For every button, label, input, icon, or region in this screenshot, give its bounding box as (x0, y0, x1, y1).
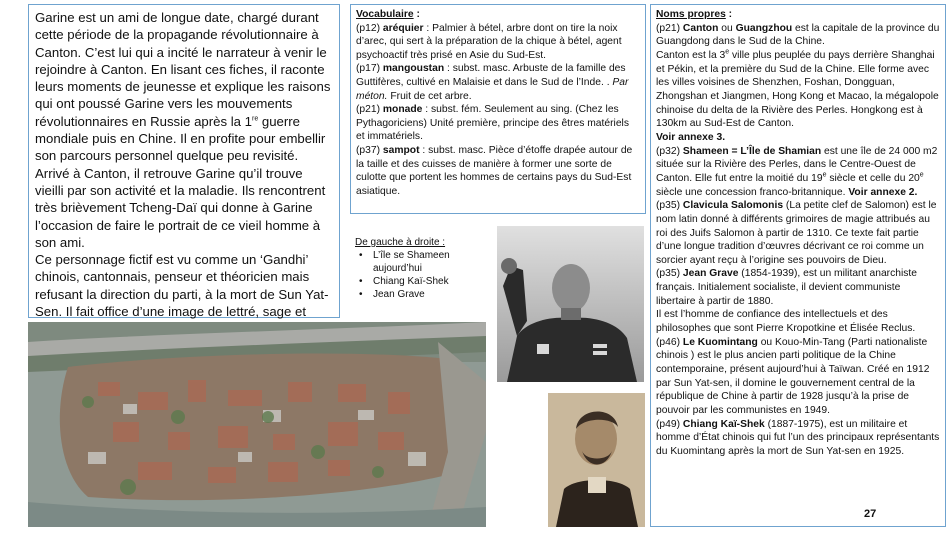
aerial-photo-shamian (28, 322, 486, 527)
summary-box (28, 4, 340, 318)
caption-title: De gauche à droite : (355, 237, 446, 248)
name-entry-shameen: (p32) Shameen = L’Île de Shamian est une île de 24 000 m2 située sur la Rivière des Perles, dans le Centre-Ouest de Canton. Elle fut entre la moitié du 19e siècle et celle du 20e siècle une concession franco-britannique. Voir annexe 2. (656, 145, 938, 198)
vocabulary-title: Vocabulaire (356, 9, 414, 20)
vocab-entry: (p12) aréquier : Palmier à bétel, arbre dont on tire la noix d’arec, qui sert à la préparation de la chique à bétel, agent psychoactif très prisé en Asie du Sud-Est. (356, 22, 622, 61)
page-number: 27 (864, 508, 877, 520)
caption-item: • Jean Grave (367, 288, 495, 301)
portrait-drawing (548, 393, 645, 527)
name-entry-canton: (p21) Canton ou Guangzhou est la capitale de la province du Guangdong dans le Sud de la Chine. (656, 22, 940, 48)
vocab-entry: (p37) sampot : subst. masc. Pièce d’étoffe drapée autour de la taille et des cuisses de manière à former une sorte de culotte que portent les hommes de certains pays du Sud-Est asiatique. (356, 144, 633, 197)
caption-list (355, 249, 495, 301)
caption-item: • Chiang Kaï-Shek (367, 275, 495, 288)
name-entry-jean-grave: (p35) Jean Grave (1854-1939), est un militant anarchiste français. Initialement socialiste, il devient communiste libertaire à partir de 1880. (656, 268, 918, 307)
vocab-entry: (p21) monade : subst. fém. Seulement au sing. (Chez les Pythagoriciens) Unité première, principe des êtres matériels et immatériels. (356, 104, 629, 143)
aerial-photo-drawing (28, 322, 486, 527)
portrait-jean-grave (548, 393, 645, 527)
proper-names-title: Noms propres (656, 9, 726, 20)
vocab-entry: (p17) mangoustan : subst. masc. Arbuste de la famille des Guttifères, cultivé en Malaisie et dans le Sud de l’Inde. . Par méton. Fruit de cet arbre. (356, 63, 629, 102)
portrait-chiang-kai-shek (497, 226, 644, 382)
name-entry-clavicula: (p35) Clavicula Salomonis (La petite clef de Salomon) est le nom latin donné à différents grimoires de magie attribués au roi des Juifs Salomon à partir de 1310. Ce texte fait partie d’une longue tradition d’œuvres décrivant ce roi comme un sorcier ayant reçu à l’origine ses pouvoirs de Dieu. (656, 200, 937, 266)
name-entry-chiang: (p49) Chiang Kaï-Shek (1887-1975), est un militaire et homme d’État chinois qui fut l’un des principaux représentants du Kuomintang après la mort de Sun Yat-sen en 1925. (656, 418, 940, 457)
summary-paragraph-3: Ce personnage fictif est vu comme un ‘Gandhi’ chinois, cantonnais, penseur et théoricien mais refusant la direction du parti, à la mort de Sun Yat-Sen. Il fait office d’une image de lettré, sage et (35, 251, 333, 337)
vocabulary-box: Vocabulaire : (p12) aréquier : Palmier à bétel, arbre dont on tire la noix d’arec, qui sert à la préparation de la chique à bétel, agent psychoactif très prisé en Asie du Sud-Est. (p17) mangoustan : subst. masc. Arbuste de la famille des Guttifères, cultivé en Malaisie et dans le Sud de l’Inde. . Par méton. Fruit de cet arbre. (p21) monade : subst. fém. Seulement au sing. (Chez les Pythagoriciens) Unité première, principe des êtres matériels et immatériels. (p37) sampot : subst. masc. Pièce d’étoffe drapée autour de la taille et des cuisses de manière à former une sorte de culotte que portent les hommes de certains pays du Sud-Est asiatique. (350, 4, 646, 214)
portrait-drawing (497, 226, 644, 382)
summary-paragraph-2: Arrivé à Canton, il retrouve Garine qu’il trouve vieilli par son activité et la maladie. Ils rencontrent très brièvement Tcheng-Daï qui donne à Garine l’occasion de faire le portrait de ce vieil homme à son ami. (35, 165, 326, 250)
caption-item: • L’île se Shameen aujourd’hui (367, 249, 495, 275)
photo-caption (355, 236, 495, 301)
annex-3-link: Voir annexe 3. (656, 131, 726, 143)
name-entry-kuomintang: (p46) Le Kuomintang ou Kouo-Min-Tang (Parti nationaliste chinois ) est le plus ancien parti politique de la Chine contemporaine, présent aujourd’hui à Taïwan. Créé en 1912 par Sun Yat-sen, il domine le gouvernement central de la république de Chine à partir de 1928 jusqu’à la prise de pouvoir par les communistes en 1949. (656, 336, 930, 417)
summary-paragraph-1: Garine est un ami de longue date, chargé durant cette période de la propagande révolutionnaire à Canton. C’est lui qui a incité le narrateur à venir le rejoindre à Canton. En lisant ces fiches, il raconte leurs moments de jeunesse et explique les raisons qui ont poussé Garine vers les mouvements révolutionnaires en Russie après la 1re guerre mondiale puis en Chine. Il en profite pour embellir son parcours personnel quelque peu revisité. (35, 10, 331, 164)
proper-names-box: Noms propres : (p21) Canton ou Guangzhou est la capitale de la province du Guangdong dans le Sud de la Chine. Canton est la 3e ville plus peuplée du pays derrière Shanghai et Pékin, et la première du Sud de la Chine. Elle forme avec les villes voisines de Shenzhen, Foshan, Dongguan, Zhongshan et Jiangmen, Hong Kong et Macao, la mégalopole chinoise du delta de la Rivière des Perles. Hongkong est à 130km au Sud-Est de Canton. Voir annexe 3. (p32) Shameen = L’Île de Shamian est une île de 24 000 m2 située sur la Rivière des Perles, dans le Centre-Ouest de Canton. Elle fut entre la moitié du 19e siècle et celle du 20e siècle une concession franco-britannique. Voir annexe 2. (p35) Clavicula Salomonis (La petite clef de Salomon) est le nom latin donné à différents grimoires de magie attribués au roi des Juifs Salomon à partir de 1310. Ce texte fait partie d’une longue tradition d’œuvres décrivant ce roi comme un sorcier ayant reçu à l’origine ses pouvoirs de Dieu. (p35) Jean Grave (1854-1939), est un militant anarchiste français. Initialement socialiste, il devient communiste libertaire à partir de 1880. Il est l’homme de confiance des intellectuels et des philosophes que sont Pierre Kropotkine et Élisée Reclus. (p46) Le Kuomintang ou Kouo-Min-Tang (Parti nationaliste chinois ) est le plus ancien parti politique de la Chine contemporaine, présent aujourd’hui à Taïwan. Créé en 1912 par Sun Yat-sen, il domine le gouvernement central de la république de Chine à partir de 1928 jusqu’à la prise de pouvoir par les communistes en 1949. (p49) Chiang Kaï-Shek (1887-1975), est un militaire et homme d’État chinois qui fut l’un des principaux représentants du Kuomintang après la mort de Sun Yat-sen en 1925. (650, 4, 946, 527)
